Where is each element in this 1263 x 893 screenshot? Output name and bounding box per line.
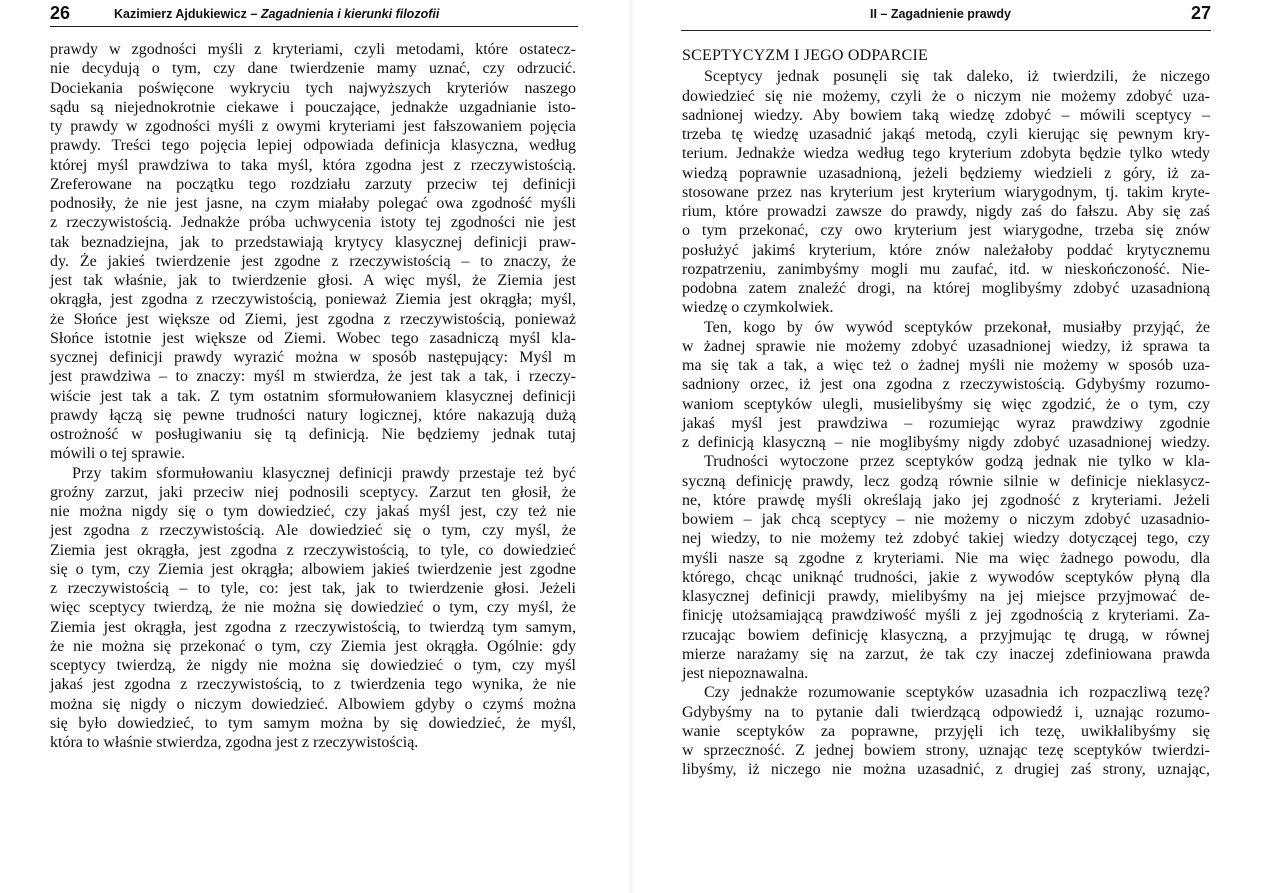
text-line: Dociekania poświęcone wykryciu tych najwyższych kryteriów naszego xyxy=(50,79,576,97)
text-line: ty prawdy w zgodności myśli z owymi kryteriami jest fałszowaniem pojęcia xyxy=(50,118,576,135)
text-line: prawdy łączą się pewne trudności natury logicznej, które nakazują dużą xyxy=(50,406,576,424)
text-line: jakaś myśl jest prawdziwa – rozumiejąc wyraz prawdziwy zgodnie xyxy=(682,414,1210,432)
text-line: okrągła, jest zgodna z rzeczywistością, ponieważ Ziemia jest okrągła; myśl, xyxy=(50,291,576,309)
text-line: o tym przekonać, czy owo kryterium jest wiarygodne, trzeba się znów xyxy=(682,222,1210,240)
text-line: mierze narażamy się na zarzut, że tak czy inaczej zdefiniowana prawda xyxy=(682,645,1210,663)
text-line: wiedzę o czymkolwiek. xyxy=(682,299,834,317)
text-line: myśli nasze są zgodne z kryteriami. Nie ma więc żadnego powodu, dla xyxy=(682,549,1210,567)
text-line: waniom sceptyków ulegli, musielibyśmy się więc zgodzić, że o tym, czy xyxy=(682,395,1210,413)
text-line: z definicją klasyczną – nie moglibyśmy nigdy zdobyć uzasadnionej wiedzy. xyxy=(682,434,1210,451)
text-line: którego, chcąc uniknąć trudności, jakie z wywodów sceptyków płyną dla xyxy=(682,568,1210,586)
text-line: sadniony orzec, iż jest ona zgodna z rzeczywistością. Gdybyśmy rozumo- xyxy=(682,376,1210,394)
text-line: że nie można się przekonać o tym, czy Ziemia jest okrągła. Ogólnie: gdy xyxy=(50,637,576,655)
text-line: klasycznej definicji prawdy, mielibyśmy na jej miejsce przyjmować de- xyxy=(682,588,1210,605)
text-line: w sprzeczność. Z jednej bowiem strony, uznając tezę sceptyków twierdzi- xyxy=(682,742,1210,759)
text-line: się było dowiedzieć, to tym samym można by się dowiedzieć, że myśl, xyxy=(50,714,576,732)
text-line: prawdy w zgodności myśli z kryteriami, czyli metodami, które ostatecz- xyxy=(50,41,576,58)
text-line: się o tym, czy Ziemia jest okrągła; albowiem jakieś twierdzenie jest zgodne xyxy=(50,560,576,578)
text-line: więc sceptycy twierdzą, że nie można się dowiedzieć o tym, czy myśl, że xyxy=(50,599,576,617)
text-line: Ziemia jest okrągła, jest zgodna z rzeczywistością, to twierdzą tym samym, xyxy=(50,618,576,636)
text-line: której myśl prawdziwa to taka myśl, która zgodna jest z rzeczywistością. xyxy=(50,156,576,174)
page-number-right: 27 xyxy=(1190,3,1211,23)
text-line: mówili o tej sprawie. xyxy=(50,445,186,463)
text-line: Czy jednakże rozumowanie sceptyków uzasadnia ich rozpaczliwą tezę? xyxy=(704,684,1210,702)
text-line: jest prawdziwa – to znaczy: myśl m stwierdza, że jest tak a tak, i rzeczy- xyxy=(50,368,576,386)
text-line: jakaś jest zgodna z rzeczywistością, to z twierdzenia tego wynika, że nie xyxy=(50,676,576,694)
running-head-title-right: II – Zagadnienie prawdy xyxy=(870,7,1012,21)
text-line: Ten, kogo by ów wywód sceptyków przekonał, musiałby przyjąć, że xyxy=(704,318,1210,336)
text-line: jest niepoznawalna. xyxy=(682,665,809,682)
text-line: rzucając bowiem definicję klasyczną, a przyjmując tę drugą, w równej xyxy=(682,626,1210,644)
text-line: która to właśnie stwierdza, zgodna jest z rzeczywistością. xyxy=(50,734,419,751)
text-line: dy. Że jakieś twierdzenie jest zgodne z rzeczywistością – to znaczy, że xyxy=(50,252,576,270)
text-line: wiedzą poprawnie uzasadnioną, jeżeli będziemy wiedzieli z góry, iż za- xyxy=(682,164,1210,182)
running-head-author: Kazimierz Ajdukiewicz – xyxy=(114,7,261,21)
text-line: wiście jest tak a tak. Z tym ostatnim sformułowaniem klasycznej definicji xyxy=(50,387,576,405)
text-line: sycznej definicji prawdy wyrazić można w sposób następujący: Myśl m xyxy=(50,349,576,366)
right-body-text xyxy=(682,46,1210,780)
text-line: Ziemia jest okrągła, jest zgodna z rzeczywistością, to tyle, co dowiedzieć xyxy=(50,541,576,559)
text-line: jest zgodna z rzeczywistością. Ale dowiedzieć się o tym, czy myśl, że xyxy=(50,522,576,540)
text-line: wanie sceptyków za poprawne, przyjęli ich tezę, uwikłalibyśmy się xyxy=(682,722,1210,740)
text-line: Sceptycy jednak posunęli się tak daleko, iż twierdzili, że niczego xyxy=(704,68,1210,86)
text-line: z rzeczywistością. Jednakże próba uchwycenia istoty tej zgodności nie jest xyxy=(50,214,576,232)
text-line: jest tak właśnie, jak to twierdzenie głosi. A więc myśl, że Ziemia jest xyxy=(50,272,576,289)
text-line: Gdybyśmy na to pytanie dali twierdzącą odpowiedź i, uznając rozumo- xyxy=(682,703,1210,721)
text-line: nej wiedzy, to nie możemy też zdobyć takiej wiedzy dotyczącej tego, czy xyxy=(682,530,1210,548)
text-line: ne, które prawdę myśli określają jako jej zgodność z kryteriami. Jeżeli xyxy=(682,491,1210,509)
text-line: nie można nigdy się o tym dowiedzieć, czy jakaś myśl jest, czy też nie xyxy=(50,503,576,520)
section-heading: SCEPTYCYZM I JEGO ODPARCIE xyxy=(682,47,928,64)
text-line: Trudności wytoczone przez sceptyków godzą jednak nie tylko w kla- xyxy=(704,453,1210,471)
text-line: podnosiły, że nie jest jasne, na czym miałaby polegać owa zgodność myśli xyxy=(50,195,576,212)
text-line: trzeba tę wiedzę uzasadnić jakąś metodą, czyli kierując się pewnym kry- xyxy=(682,126,1210,143)
text-line: z rzeczywistością – to tyle, co: jest tak, jak to twierdzenie głosi. Jeżeli xyxy=(50,580,576,597)
text-line: dowiedzieć się nie możemy, czyli że o niczym nie możemy zdobyć uza- xyxy=(682,87,1210,105)
text-line: sceptycy twierdzą, że nigdy nie można się dowiedzieć o tym, czy myśl xyxy=(50,657,576,674)
text-line: rium, które prowadzi zawsze do prawdy, nigdy zaś do fałszu. Aby się zaś xyxy=(682,203,1210,220)
text-line: prawdy. Treści tego pojęcia lepiej odpowiada definicja klasyczna, według xyxy=(50,137,576,155)
header-rule-right xyxy=(681,30,1211,31)
running-head-right xyxy=(681,2,1211,28)
left-page xyxy=(0,0,631,893)
text-line: posłużyć jakimś kryterium, które znów należałoby poddać krytycznemu xyxy=(682,241,1210,259)
text-line: ma się tak a tak, a więc też o żadnej myśli nie możemy w sposób uza- xyxy=(682,357,1210,374)
text-line: w żadnej sprawie nie możemy zdobyć uzasadnionej wiedzy, iż sprawa ta xyxy=(682,337,1210,355)
text-line: Przy takim sformułowaniu klasycznej definicji prawdy przestaje też być xyxy=(72,464,576,482)
text-line: Zreferowane na początku tego rozdziału zarzuty przeciw tej definicji xyxy=(50,175,576,193)
text-line: nie decydują o tym, czy dane twierdzenie mamy uznać, czy odrzucić. xyxy=(50,60,576,78)
text-line: finicję utożsamiającą prawdziwość myśli z jej zgodnością z kryteriami. Za- xyxy=(682,607,1210,625)
text-line: bowiem – jak chcą sceptycy – nie możemy o niczym zdobyć uzasadnio- xyxy=(682,511,1210,528)
text-line: libyśmy, iż niczego nie można uzasadnić, z drugiej zaś strony, uznając, xyxy=(682,761,1210,779)
running-head-book-title: Zagadnienia i kierunki filozofii xyxy=(260,7,440,21)
text-line: ostrożność w posługiwaniu się tą definicją. Nie będziemy jednak tutaj xyxy=(50,426,576,443)
text-line: groźny zarzut, jaki przeciw niej podnosili sceptycy. Zarzut ten głosił, że xyxy=(50,483,576,501)
right-page xyxy=(631,0,1263,893)
text-line: Słońce istotnie jest większe od Ziemi. Wobec tego zasadniczą myśl kla- xyxy=(50,329,576,347)
page-number-left: 26 xyxy=(50,3,71,23)
text-line: podobna zatem znaleźć drogi, na której moglibyśmy zdobyć uzasadnioną xyxy=(682,280,1210,297)
text-line: stosowane przez nas kryterium jest kryterium wiarygodnym, tj. takim kryte- xyxy=(682,183,1210,201)
header-rule-left xyxy=(50,26,578,27)
text-line: syczną definicję prawdy, lecz godzą równie silnie w definicje nieklasycz- xyxy=(682,472,1210,490)
running-head-left xyxy=(50,2,578,28)
text-line: terium. Jednakże wiedza według tego kryterium zdobyta będzie tylko wtedy xyxy=(682,145,1210,163)
text-line: rozpatrzeniu, zanimbyśmy mogli mu zaufać, itd. w nieskończoność. Nie- xyxy=(682,260,1210,278)
text-line: sądu są niejednokrotnie ciekawe i pouczające, jednakże uzgadnianie isto- xyxy=(50,98,576,116)
left-body-text xyxy=(50,40,576,752)
running-head-title-left xyxy=(114,6,439,22)
text-line: można się nigdy o niczym dowiedzieć. Albowiem gdyby o czymś można xyxy=(50,695,576,713)
text-line: że Słońce jest większe od Ziemi, jest zgodna z rzeczywistością, ponieważ xyxy=(50,310,576,328)
text-line: tak beznadziejna, jak to przedstawiają krytycy klasycznej definicji praw- xyxy=(50,233,576,251)
text-line: sadnionej wiedzy. Aby bowiem taką wiedzę zdobyć – mówili sceptycy – xyxy=(682,106,1210,124)
